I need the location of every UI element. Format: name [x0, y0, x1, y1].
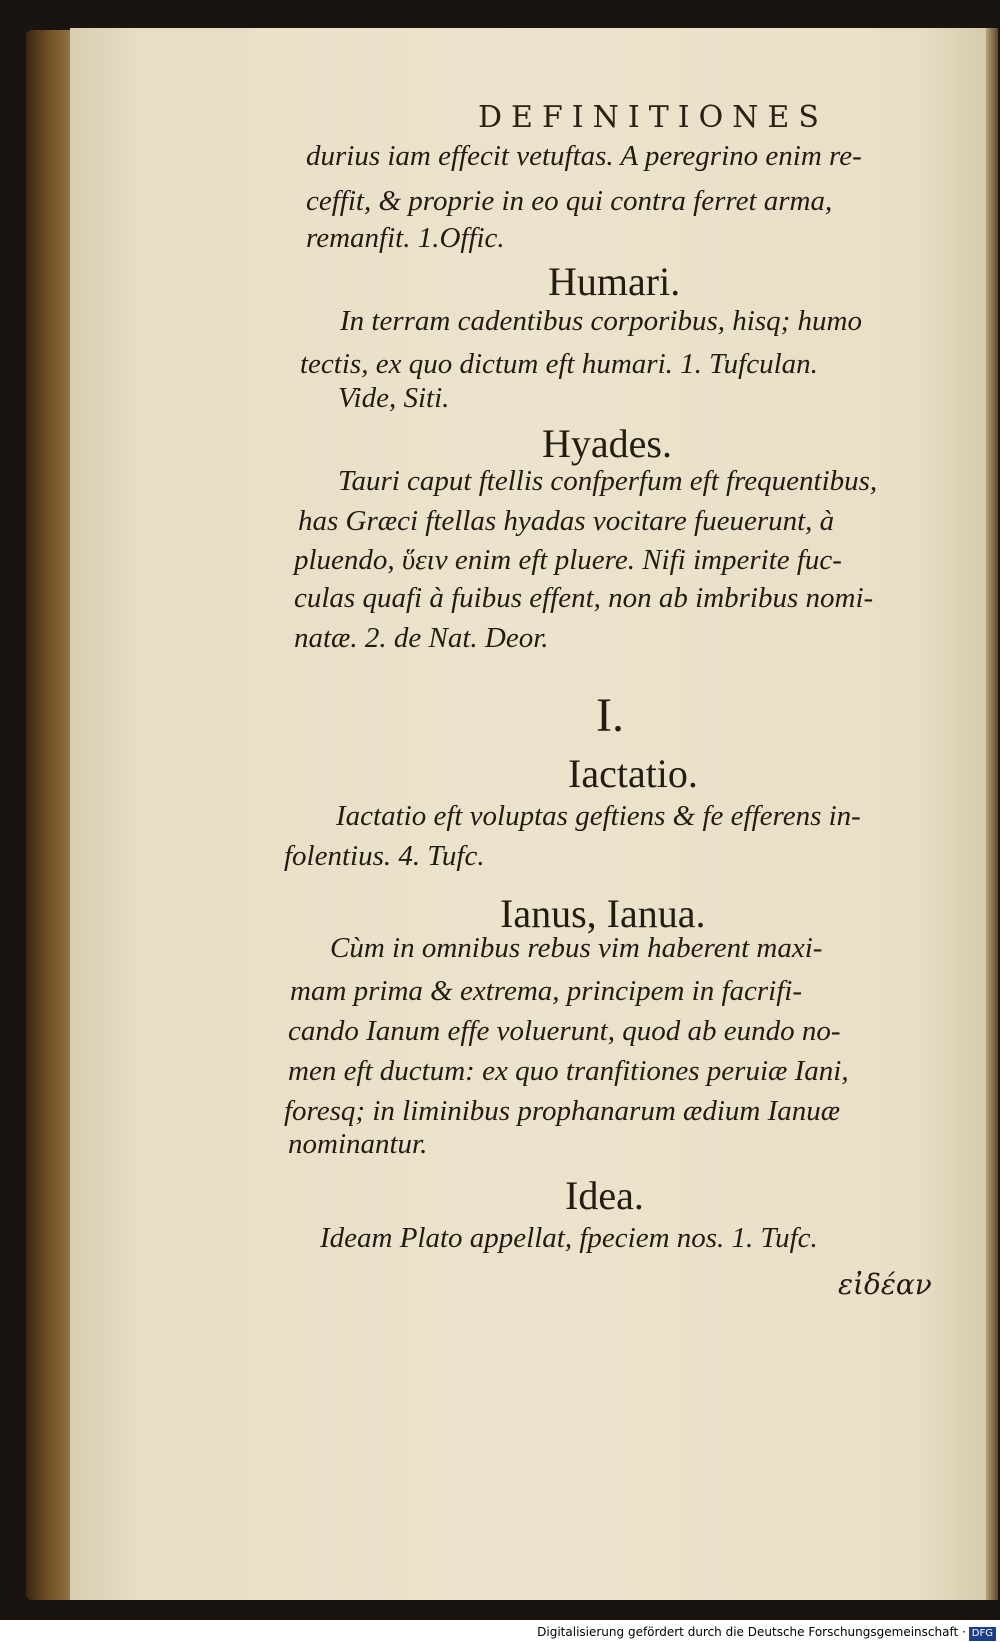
entry-heading: Iactatio.	[568, 751, 698, 796]
page-edge	[986, 28, 998, 1600]
text-line: culas quafi à fuibus effent, non ab imbribus nomi-	[294, 582, 874, 614]
text-line: Tauri caput ftellis confperfum eft frequentibus,	[338, 465, 878, 497]
text-line: men eft ductum: ex quo tranfitiones peruiæ Iani,	[288, 1055, 849, 1087]
text-line: Cùm in omnibus rebus vim haberent maxi-	[330, 932, 823, 964]
dfg-logo: DFG	[969, 1627, 996, 1641]
digitization-footer	[537, 1622, 1000, 1642]
text-line: Vide, Siti.	[338, 382, 450, 414]
text-line: natæ. 2. de Nat. Deor.	[294, 622, 549, 654]
text-line: tectis, ex quo dictum eft humari. 1. Tufculan.	[300, 348, 818, 380]
footer-text: Digitalisierung gefördert durch die Deutsche Forschungsgemeinschaft ·	[537, 1625, 966, 1639]
entry-heading: Idea.	[565, 1173, 644, 1218]
text-line: Ideam Plato appellat, fpeciem nos. 1. Tufc.	[320, 1222, 818, 1254]
text-line: remanfit. 1.Offic.	[306, 222, 505, 254]
text-line: mam prima & extrema, principem in facrifi-	[290, 975, 802, 1007]
entry-heading: Ianus, Ianua.	[500, 891, 706, 936]
entry-heading: Hyades.	[542, 421, 672, 466]
entry-heading: Humari.	[548, 259, 681, 304]
text-line: folentius. 4. Tufc.	[284, 840, 485, 872]
text-line: has Græci ftellas hyadas vocitare fueuerunt, à	[298, 505, 835, 537]
text-line: foresq; in liminibus prophanarum ædium Ianuæ	[284, 1095, 841, 1127]
catchword: εἰδέαν	[838, 1268, 932, 1301]
text-line: ceffit, & proprie in eo qui contra ferret arma,	[306, 185, 833, 217]
text-line: cando Ianum effe voluerunt, quod ab eundo no-	[288, 1015, 841, 1047]
text-line: In terram cadentibus corporibus, hisq; humo	[340, 305, 862, 337]
text-line: pluendo, ὕειν enim eft pluere. Nifi imperite fuc-	[294, 544, 842, 576]
text-line: durius iam effecit vetuftas. A peregrino enim re-	[306, 140, 862, 172]
section-letter: I.	[596, 689, 624, 742]
text-line: Iactatio eft voluptas geftiens & fe efferens in-	[336, 800, 861, 832]
running-header: DEFINITIONES	[478, 100, 828, 135]
text-line: nominantur.	[288, 1128, 428, 1160]
